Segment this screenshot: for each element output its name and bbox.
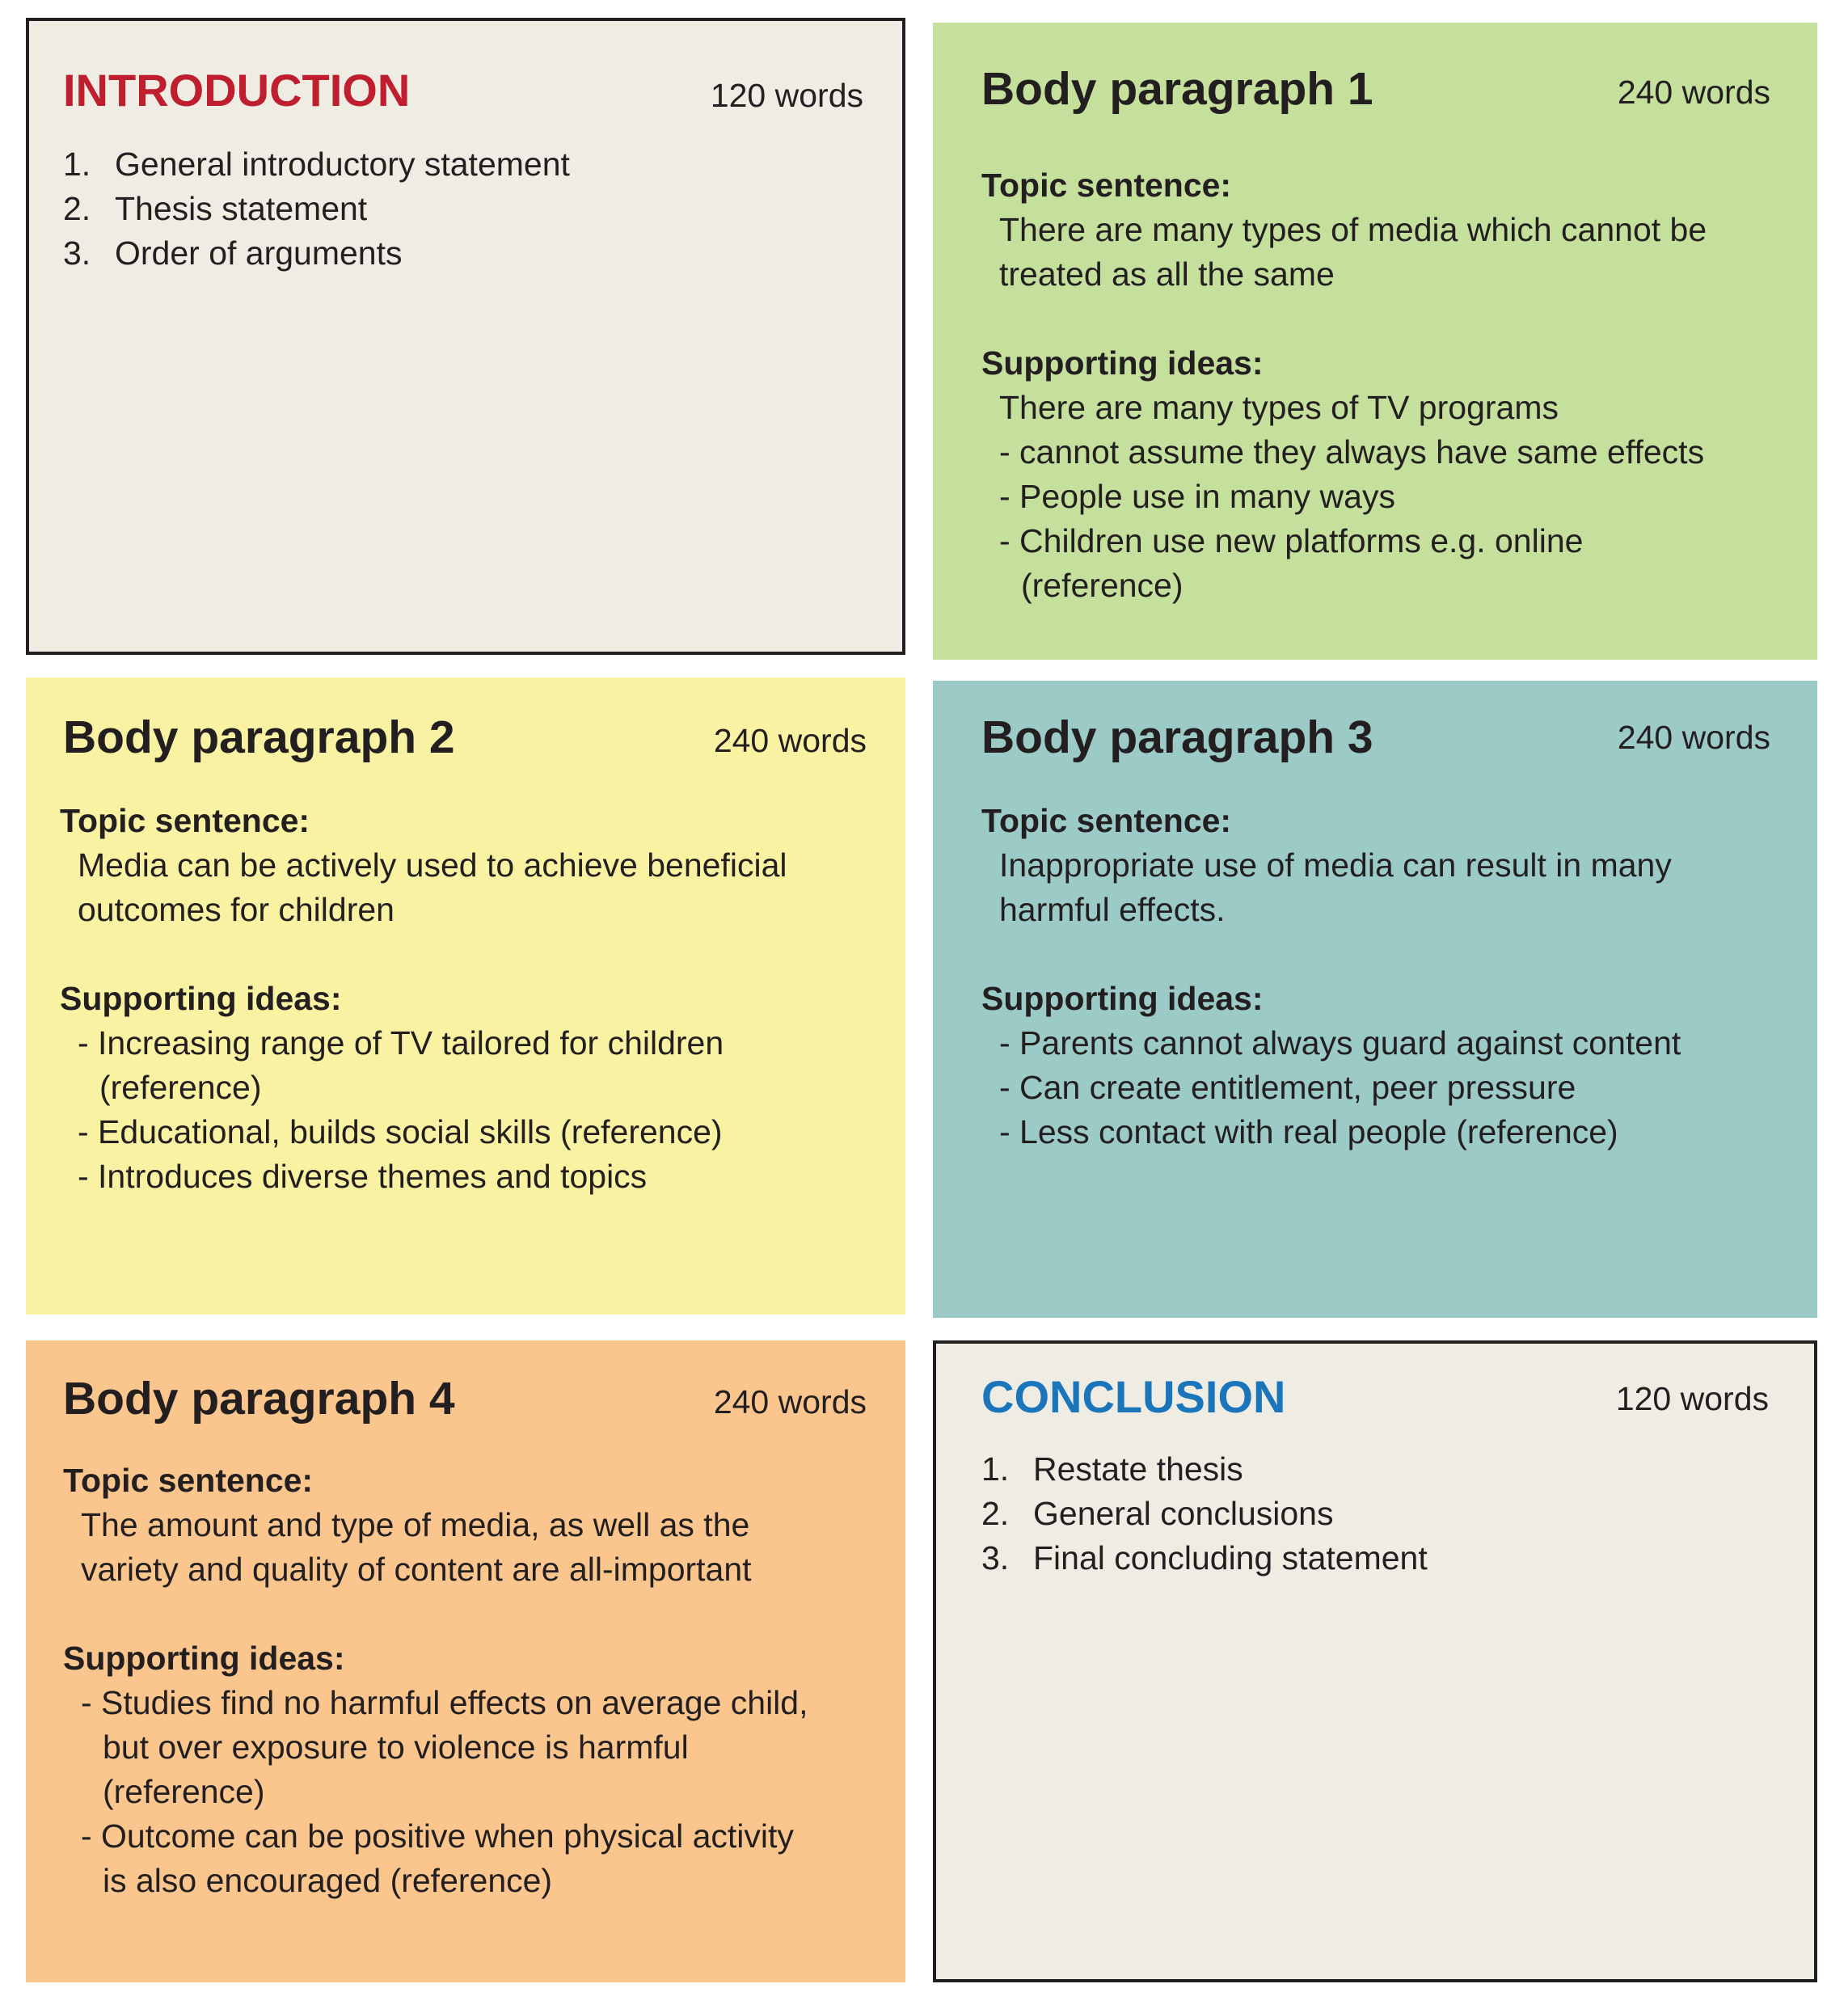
- supporting-bullet-continuation: is also encouraged (reference): [103, 1862, 553, 1899]
- body-paragraph-4-word-count: 240 words: [713, 1383, 867, 1420]
- body-paragraph-4-content: [63, 1458, 896, 1903]
- topic-sentence-line: variety and quality of content are all-important: [81, 1551, 752, 1588]
- conclusion-word-count: 120 words: [1615, 1380, 1769, 1417]
- body-paragraph-2-title: Body paragraph 2: [63, 711, 455, 763]
- topic-sentence-line: There are many types of media which cannot be: [999, 211, 1707, 248]
- supporting-bullet-continuation: (reference): [99, 1069, 262, 1106]
- body-paragraph-3-box: [933, 681, 1817, 1318]
- body-paragraph-2-box: [26, 677, 905, 1315]
- supporting-bullet: - Outcome can be positive when physical activity: [81, 1817, 794, 1855]
- list-number: 1.: [63, 146, 91, 183]
- body-paragraph-1-word-count: 240 words: [1617, 74, 1770, 111]
- list-item: [981, 1447, 1790, 1492]
- list-number: 2.: [981, 1495, 1010, 1532]
- introduction-list: [63, 142, 871, 276]
- body-paragraph-2-content: [60, 799, 892, 1199]
- body-paragraph-3-word-count: 240 words: [1617, 719, 1770, 756]
- supporting-bullet: - Less contact with real people (reference): [999, 1113, 1618, 1150]
- supporting-bullet: - Introduces diverse themes and topics: [78, 1158, 648, 1195]
- introduction-box: [26, 18, 905, 655]
- supporting-bullet: - cannot assume they always have same effects: [999, 433, 1705, 471]
- supporting-bullet: - People use in many ways: [999, 478, 1395, 515]
- list-text: General conclusions: [1033, 1495, 1334, 1532]
- body-paragraph-2-word-count: 240 words: [713, 722, 867, 759]
- body-paragraph-3-title: Body paragraph 3: [981, 711, 1373, 763]
- supporting-ideas-label: Supporting ideas:: [981, 980, 1264, 1017]
- topic-sentence-line: harmful effects.: [999, 891, 1226, 928]
- topic-sentence-line: outcomes for children: [78, 891, 394, 928]
- list-text: Thesis statement: [115, 190, 368, 227]
- topic-sentence-label: Topic sentence:: [981, 167, 1232, 204]
- supporting-bullet: - Parents cannot always guard against content: [999, 1024, 1681, 1062]
- body-paragraph-4-title: Body paragraph 4: [63, 1373, 455, 1425]
- supporting-ideas-label: Supporting ideas:: [981, 344, 1264, 382]
- list-item: [63, 142, 871, 187]
- topic-sentence-line: treated as all the same: [999, 255, 1335, 293]
- list-text: Restate thesis: [1033, 1450, 1243, 1488]
- list-number: 2.: [63, 190, 91, 227]
- supporting-ideas-label: Supporting ideas:: [63, 1640, 345, 1677]
- introduction-word-count: 120 words: [710, 77, 863, 114]
- topic-sentence-label: Topic sentence:: [63, 1462, 314, 1499]
- supporting-bullet: - Increasing range of TV tailored for children: [78, 1024, 724, 1062]
- list-text: Order of arguments: [115, 234, 403, 272]
- introduction-title: INTRODUCTION: [63, 65, 411, 116]
- topic-sentence-label: Topic sentence:: [981, 802, 1232, 839]
- list-text: Final concluding statement: [1033, 1539, 1428, 1577]
- supporting-bullet-continuation: (reference): [1021, 567, 1183, 604]
- topic-sentence-line: The amount and type of media, as well as the: [81, 1506, 750, 1543]
- supporting-bullet: - Studies find no harmful effects on average child,: [81, 1684, 808, 1721]
- supporting-bullet-continuation: but over exposure to violence is harmful: [103, 1729, 689, 1766]
- conclusion-title: CONCLUSION: [981, 1371, 1286, 1422]
- list-number: 3.: [981, 1539, 1010, 1577]
- body-paragraph-1-content: [981, 163, 1806, 608]
- list-item: [981, 1492, 1790, 1536]
- body-paragraph-4-box: [26, 1340, 905, 1982]
- body-paragraph-1-box: [933, 23, 1817, 660]
- list-item: [63, 231, 871, 276]
- list-item: [63, 187, 871, 231]
- supporting-ideas-label: Supporting ideas:: [60, 980, 342, 1017]
- conclusion-box: [933, 1340, 1817, 1982]
- topic-sentence-line: Media can be actively used to achieve beneficial: [78, 846, 787, 884]
- body-paragraph-3-content: [981, 799, 1806, 1154]
- list-number: 3.: [63, 234, 91, 272]
- topic-sentence-label: Topic sentence:: [60, 802, 310, 839]
- supporting-bullet: - Children use new platforms e.g. online: [999, 522, 1584, 559]
- supporting-intro: There are many types of TV programs: [999, 389, 1559, 426]
- supporting-bullet: - Educational, builds social skills (reference): [78, 1113, 723, 1150]
- topic-sentence-line: Inappropriate use of media can result in many: [999, 846, 1672, 884]
- conclusion-list: [981, 1447, 1790, 1581]
- list-text: General introductory statement: [115, 146, 570, 183]
- supporting-bullet-continuation: (reference): [103, 1773, 265, 1810]
- list-item: [981, 1536, 1790, 1581]
- body-paragraph-1-title: Body paragraph 1: [981, 63, 1373, 115]
- list-number: 1.: [981, 1450, 1010, 1488]
- supporting-bullet: - Can create entitlement, peer pressure: [999, 1069, 1576, 1106]
